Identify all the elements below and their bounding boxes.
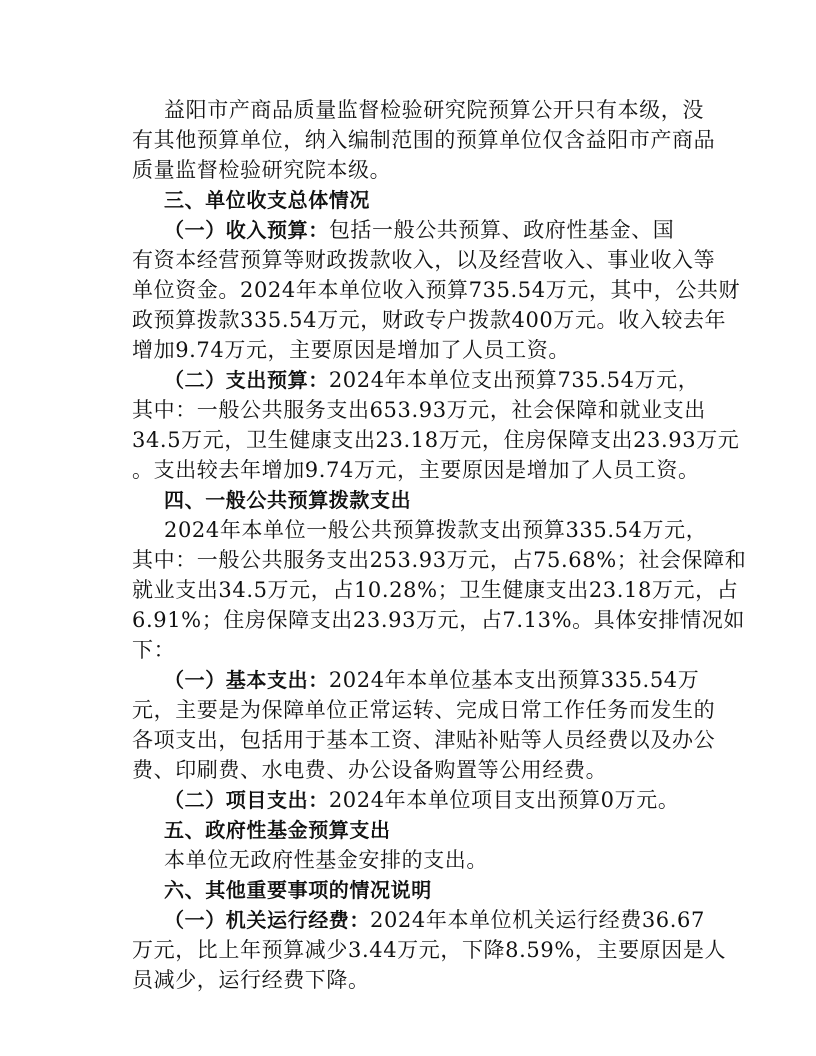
section-heading: （二）项目支出： (164, 788, 329, 812)
text-line (164, 845, 488, 875)
text-line (132, 725, 715, 755)
section-heading: 三、单位收支总体情况 (164, 188, 370, 212)
text-line (164, 215, 674, 245)
text-line (132, 305, 726, 335)
text-line (164, 875, 432, 905)
body-text: 万元，比上年预算减少3.44万元，下降8.59%，主要原因是人 (132, 938, 727, 962)
text-line (132, 935, 726, 965)
text-line (132, 245, 715, 275)
section-heading: 六、其他重要事项的情况说明 (164, 878, 432, 902)
text-line (132, 425, 739, 455)
body-text: 增加9.74万元，主要原因是增加了人员工资。 (132, 338, 570, 362)
body-text: 员减少，运行经费下降。 (132, 968, 370, 992)
body-text: 34.5万元，卫生健康支出23.18万元，住房保障支出23.93万元 (132, 428, 740, 452)
text-line (164, 185, 370, 215)
section-heading: （一）基本支出： (164, 668, 329, 692)
text-line (164, 95, 704, 125)
body-text: 其中：一般公共服务支出653.93万元，社会保障和就业支出 (132, 398, 706, 422)
text-line (132, 635, 175, 665)
text-line (132, 575, 738, 605)
body-text: 6.91%；住房保障支出23.93万元，占7.13%。具体安排情况如 (132, 608, 745, 632)
body-text: 2024年本单位机关运行经费36.67 (370, 908, 705, 932)
text-line (132, 965, 370, 995)
text-line (132, 335, 570, 365)
body-text: 有其他预算单位，纳入编制范围的预算单位仅含益阳市产商品 (132, 128, 716, 152)
section-heading: （一）机关运行经费： (164, 908, 370, 932)
body-text: 其中：一般公共服务支出253.93万元，占75.68%；社会保障和 (132, 548, 747, 572)
text-line (132, 155, 391, 185)
text-line (132, 395, 706, 425)
body-text: 2024年本单位一般公共预算拨款支出预算335.54万元， (164, 518, 708, 542)
body-text: 质量监督检验研究院本级。 (132, 158, 392, 182)
body-text: 单位资金。2024年本单位收入预算735.54万元，其中，公共财 (132, 278, 741, 302)
body-text: 本单位无政府性基金安排的支出。 (164, 848, 488, 872)
text-line (132, 545, 746, 575)
body-text: 元，主要是为保障单位正常运转、完成日常工作任务而发生的 (132, 698, 716, 722)
body-text: 2024年本单位基本支出预算335.54万 (328, 668, 700, 692)
section-heading: （一）收入预算： (164, 218, 329, 242)
text-line (132, 275, 740, 305)
text-line (164, 515, 707, 545)
text-line (132, 695, 715, 725)
section-heading: （二）支出预算： (164, 368, 329, 392)
section-heading: 五、政府性基金预算支出 (164, 818, 391, 842)
text-line (164, 905, 705, 935)
text-line (132, 455, 700, 485)
text-line (164, 815, 391, 845)
body-text: 下： (132, 638, 176, 662)
body-text: 2024年本单位项目支出预算0万元。 (328, 788, 680, 812)
text-line (164, 785, 679, 815)
text-line (132, 125, 715, 155)
body-text: 2024年本单位支出预算735.54万元， (328, 368, 700, 392)
text-line (164, 365, 699, 395)
body-text: 包括一般公共预算、政府性基金、国 (328, 218, 675, 242)
text-line (132, 605, 745, 635)
body-text: 有资本经营预算等财政拨款收入，以及经营收入、事业收入等 (132, 248, 716, 272)
text-line (132, 755, 607, 785)
body-text: 就业支出34.5万元，占10.28%；卫生健康支出23.18万元，占 (132, 578, 739, 602)
text-line (164, 485, 411, 515)
body-text: 各项支出，包括用于基本工资、津贴补贴等人员经费以及办公 (132, 728, 716, 752)
body-text: 政预算拨款335.54万元，财政专户拨款400万元。收入较去年 (132, 308, 727, 332)
body-text: 。支出较去年增加9.74万元，主要原因是增加了人员工资。 (132, 458, 700, 482)
section-heading: 四、一般公共预算拨款支出 (164, 488, 412, 512)
text-line (164, 665, 699, 695)
body-text: 费、印刷费、水电费、办公设备购置等公用经费。 (132, 758, 608, 782)
body-text: 益阳市产商品质量监督检验研究院预算公开只有本级，没 (164, 98, 704, 122)
